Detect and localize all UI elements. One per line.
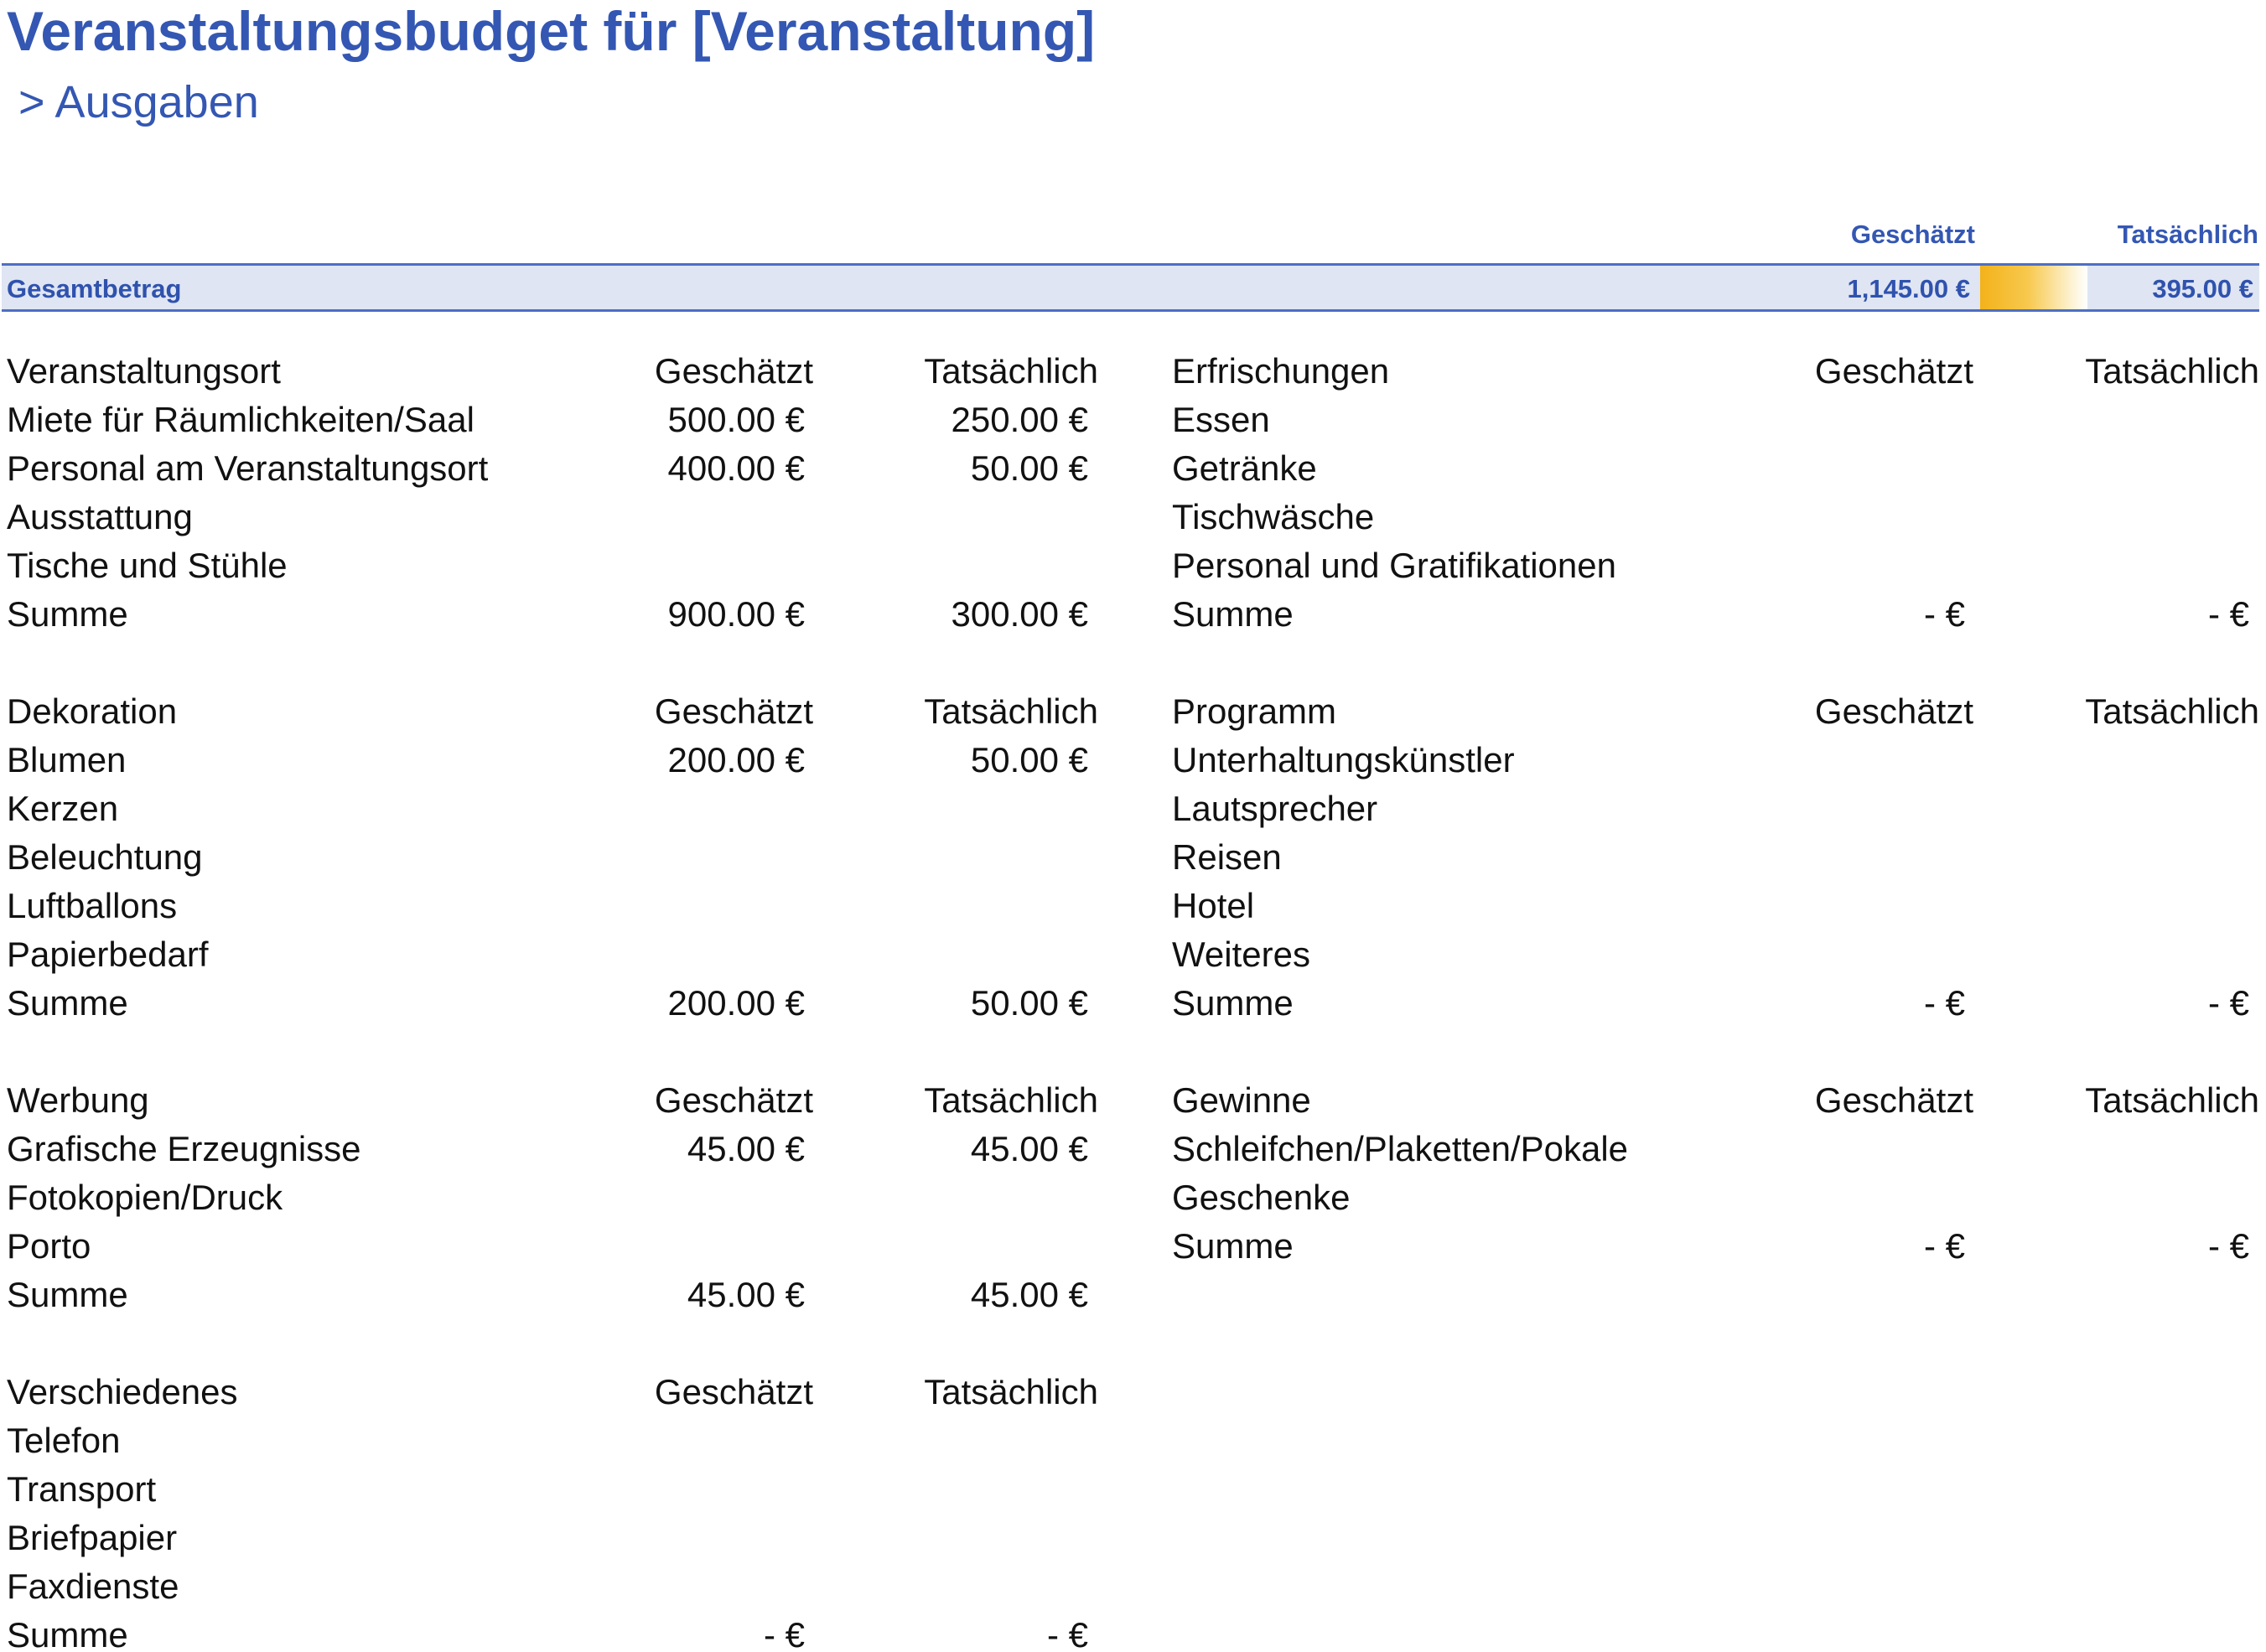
actual-value: 50.00 € [970, 448, 1088, 488]
total-label: Summe [1172, 983, 1294, 1023]
section-header-row [1172, 1076, 2266, 1125]
budget-row [1172, 1173, 2266, 1222]
page-title: Veranstaltungsbudget für [Veranstaltung] [7, 0, 1096, 62]
budget-row [7, 833, 1105, 882]
row-label: Reisen [1172, 837, 1282, 877]
section-total-row [1172, 979, 2266, 1028]
section-title: Werbung [7, 1080, 149, 1120]
summary-actual-value: 395.00 € [2152, 274, 2253, 303]
row-label: Faxdienste [7, 1567, 179, 1606]
row-label: Tische und Stühle [7, 546, 288, 585]
total-label: Summe [1172, 594, 1294, 634]
budget-row [7, 541, 1105, 590]
row-label: Blumen [7, 740, 127, 779]
actual-value: 250.00 € [951, 400, 1088, 439]
section-header-row [7, 1076, 1105, 1125]
column-header-estimated: Geschätzt [654, 1372, 813, 1411]
section-total-row [1172, 590, 2266, 639]
row-label: Luftballons [7, 886, 178, 925]
budget-row [7, 1465, 1105, 1514]
column-header-actual: Tatsächlich [2085, 1080, 2259, 1120]
total-actual-value: - € [1046, 1615, 1088, 1652]
column-header-estimated: Geschätzt [1814, 351, 1973, 391]
total-estimated-value: 45.00 € [687, 1275, 805, 1314]
section-title: Programm [1172, 691, 1337, 731]
total-label: Summe [1172, 1226, 1294, 1266]
budget-row [1172, 493, 2266, 541]
section-title: Verschiedenes [7, 1372, 238, 1411]
section-total-row [7, 1271, 1105, 1319]
row-label: Personal und Gratifikationen [1172, 546, 1616, 585]
section-title: Gewinne [1172, 1080, 1311, 1120]
section-header-row [1172, 687, 2266, 736]
total-actual-value: - € [2207, 1226, 2249, 1266]
budget-row [7, 1416, 1105, 1465]
estimated-value: 45.00 € [687, 1129, 805, 1168]
column-header-actual: Tatsächlich [2085, 691, 2259, 731]
section-total-row [7, 590, 1105, 639]
summary-header-actual: Tatsächlich [2117, 220, 2258, 249]
budget-row [7, 1125, 1105, 1173]
estimated-value: 500.00 € [667, 400, 805, 439]
budget-row [7, 1222, 1105, 1271]
column-header-estimated: Geschätzt [1814, 1080, 1973, 1120]
total-actual-value: 300.00 € [951, 594, 1088, 634]
budget-row [7, 882, 1105, 930]
row-label: Hotel [1172, 886, 1255, 925]
section-total-row [7, 1611, 1105, 1652]
estimated-value: 400.00 € [667, 448, 805, 488]
row-label: Transport [7, 1469, 157, 1509]
row-label: Grafische Erzeugnisse [7, 1129, 361, 1168]
actual-value: 45.00 € [970, 1129, 1088, 1168]
budget-row [1172, 541, 2266, 590]
row-label: Papierbedarf [7, 935, 209, 974]
budget-row [7, 1562, 1105, 1611]
column-header-actual: Tatsächlich [924, 691, 1098, 731]
total-estimated-value: 900.00 € [667, 594, 805, 634]
row-label: Kerzen [7, 789, 119, 828]
column-header-estimated: Geschätzt [1814, 691, 1973, 731]
budget-row [1172, 1125, 2266, 1173]
row-label: Telefon [7, 1421, 121, 1460]
row-label: Weiteres [1172, 935, 1310, 974]
section-total-row [1172, 1222, 2266, 1271]
total-estimated-value: 200.00 € [667, 983, 805, 1023]
total-label: Summe [7, 594, 128, 634]
total-label: Summe [7, 1615, 128, 1652]
budget-row [7, 736, 1105, 785]
budget-row [7, 493, 1105, 541]
total-estimated-value: - € [1923, 983, 1965, 1023]
row-label: Essen [1172, 400, 1270, 439]
estimated-value: 200.00 € [667, 740, 805, 779]
row-label: Geschenke [1172, 1178, 1351, 1217]
total-actual-value: 45.00 € [970, 1275, 1088, 1314]
row-label: Lautsprecher [1172, 789, 1378, 828]
column-header-actual: Tatsächlich [2085, 351, 2259, 391]
row-label: Beleuchtung [7, 837, 203, 877]
budget-row [7, 1173, 1105, 1222]
row-label: Ausstattung [7, 497, 193, 536]
section-header-row [7, 1368, 1105, 1416]
column-header-actual: Tatsächlich [924, 1372, 1098, 1411]
actual-value: 50.00 € [970, 740, 1088, 779]
row-label: Personal am Veranstaltungsort [7, 448, 489, 488]
row-label: Fotokopien/Druck [7, 1178, 283, 1217]
budget-row [1172, 930, 2266, 979]
budget-row [7, 1514, 1105, 1562]
column-header-estimated: Geschätzt [654, 1080, 813, 1120]
column-header-estimated: Geschätzt [654, 691, 813, 731]
total-estimated-value: - € [1923, 594, 1965, 634]
section-title: Dekoration [7, 691, 178, 731]
section-header-row [1172, 347, 2266, 396]
column-header-estimated: Geschätzt [654, 351, 813, 391]
row-label: Unterhaltungskünstler [1172, 740, 1515, 779]
total-estimated-value: - € [763, 1615, 805, 1652]
budget-row [7, 930, 1105, 979]
row-label: Miete für Räumlichkeiten/Saal [7, 400, 474, 439]
section-title: Erfrischungen [1172, 351, 1390, 391]
row-label: Briefpapier [7, 1518, 178, 1557]
row-label: Getränke [1172, 448, 1317, 488]
total-actual-value: - € [2207, 983, 2249, 1023]
summary-estimated-value: 1,145.00 € [1847, 274, 1970, 303]
column-header-actual: Tatsächlich [924, 1080, 1098, 1120]
row-label: Porto [7, 1226, 91, 1266]
budget-row [1172, 444, 2266, 493]
budget-row [1172, 882, 2266, 930]
total-actual-value: 50.00 € [970, 983, 1088, 1023]
budget-row [1172, 785, 2266, 833]
total-label: Summe [7, 983, 128, 1023]
summary-label: Gesamtbetrag [7, 274, 182, 303]
total-actual-value: - € [2207, 594, 2249, 634]
section-total-row [7, 979, 1105, 1028]
section-title: Veranstaltungsort [7, 351, 281, 391]
budget-row [7, 785, 1105, 833]
budget-row [7, 396, 1105, 444]
page-subtitle: > Ausgaben [18, 77, 259, 127]
summary-bar [2, 263, 2259, 312]
section-header-row [7, 687, 1105, 736]
budget-row [1172, 833, 2266, 882]
summary-header-estimated: Geschätzt [1850, 220, 1975, 249]
total-estimated-value: - € [1923, 1226, 1965, 1266]
row-label: Tischwäsche [1172, 497, 1375, 536]
section-header-row [7, 347, 1105, 396]
total-label: Summe [7, 1275, 128, 1314]
budget-row [7, 444, 1105, 493]
column-header-actual: Tatsächlich [924, 351, 1098, 391]
row-label: Schleifchen/Plaketten/Pokale [1172, 1129, 1629, 1168]
budget-row [1172, 396, 2266, 444]
budget-row [1172, 736, 2266, 785]
